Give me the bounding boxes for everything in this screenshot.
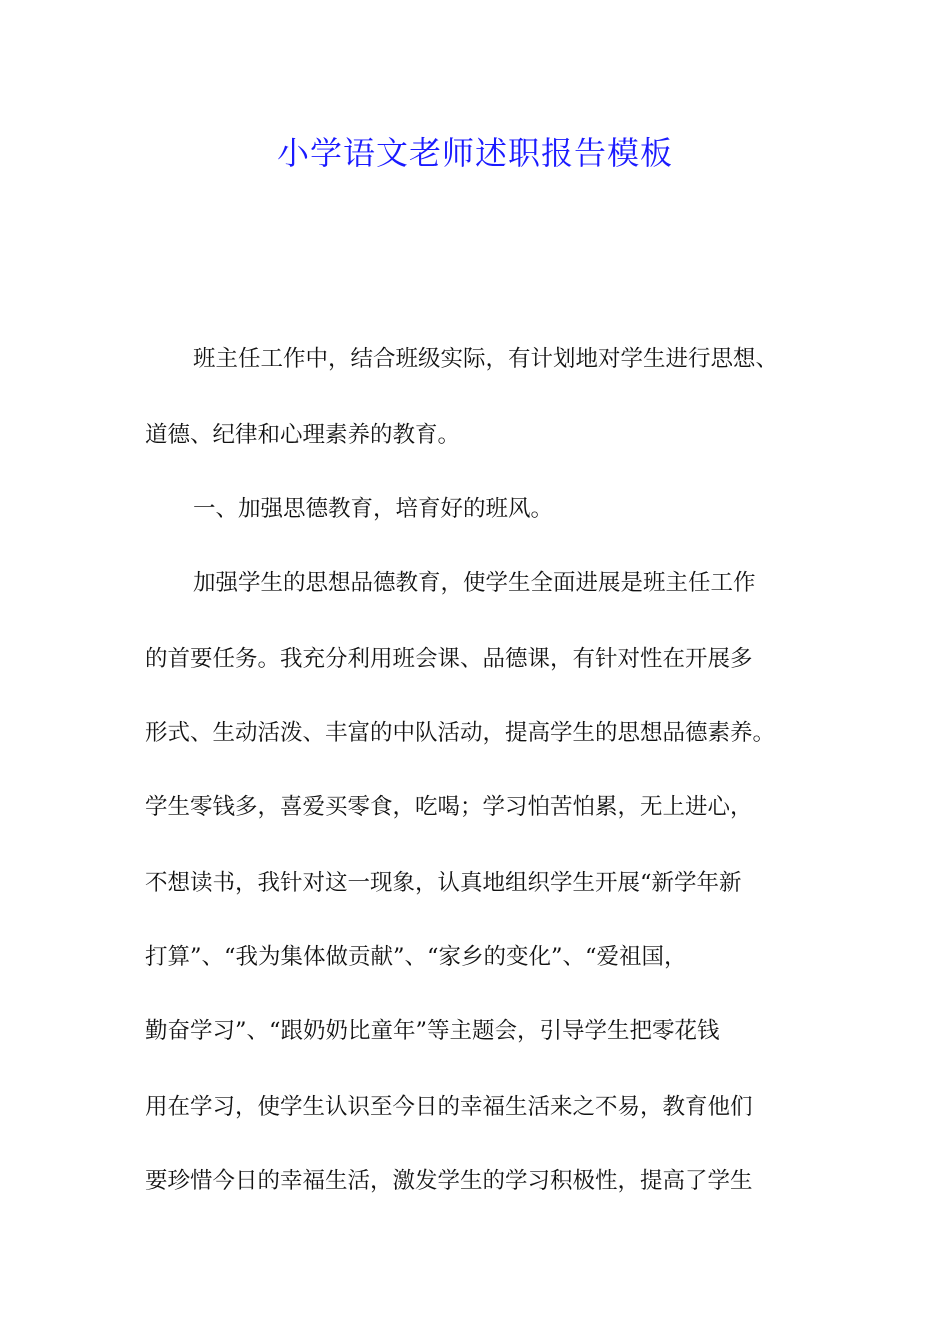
- paragraph-2-line-8: 用在学习，使学生认识至今日的幸福生活来之不易，教育他们: [145, 1094, 753, 1120]
- paragraph-2-line-3: 形式、生动活泼、丰富的中队活动，提高学生的思想品德素养。: [145, 720, 776, 746]
- section-heading-1: 一、加强思德教育，培育好的班风。: [193, 496, 554, 522]
- paragraph-2-line-7: 勤奋学习”、“跟奶奶比童年”等主题会，引导学生把零花钱: [145, 1018, 720, 1044]
- paragraph-1-line-2: 道德、纪律和心理素养的教育。: [145, 422, 461, 448]
- paragraph-2-line-6: 打算”、“我为集体做贡献”、“家乡的变化”、“爱祖国，: [145, 944, 687, 970]
- paragraph-2-line-5: 不想读书，我针对这一现象，认真地组织学生开展“新学年新: [145, 870, 742, 896]
- paragraph-2-line-4: 学生零钱多，喜爱买零食，吃喝；学习怕苦怕累，无上进心，: [145, 794, 753, 820]
- document-title: 小学语文老师述职报告模板: [276, 134, 673, 172]
- paragraph-2-line-9: 要珍惜今日的幸福生活，激发学生的学习积极性，提高了学生: [145, 1168, 753, 1194]
- paragraph-1-line-1: 班主任工作中，结合班级实际，有计划地对学生进行思想、: [193, 346, 779, 372]
- paragraph-2-line-2: 的首要任务。我充分利用班会课、品德课，有针对性在开展多: [145, 646, 753, 672]
- paragraph-2-line-1: 加强学生的思想品德教育，使学生全面进展是班主任工作: [193, 570, 756, 596]
